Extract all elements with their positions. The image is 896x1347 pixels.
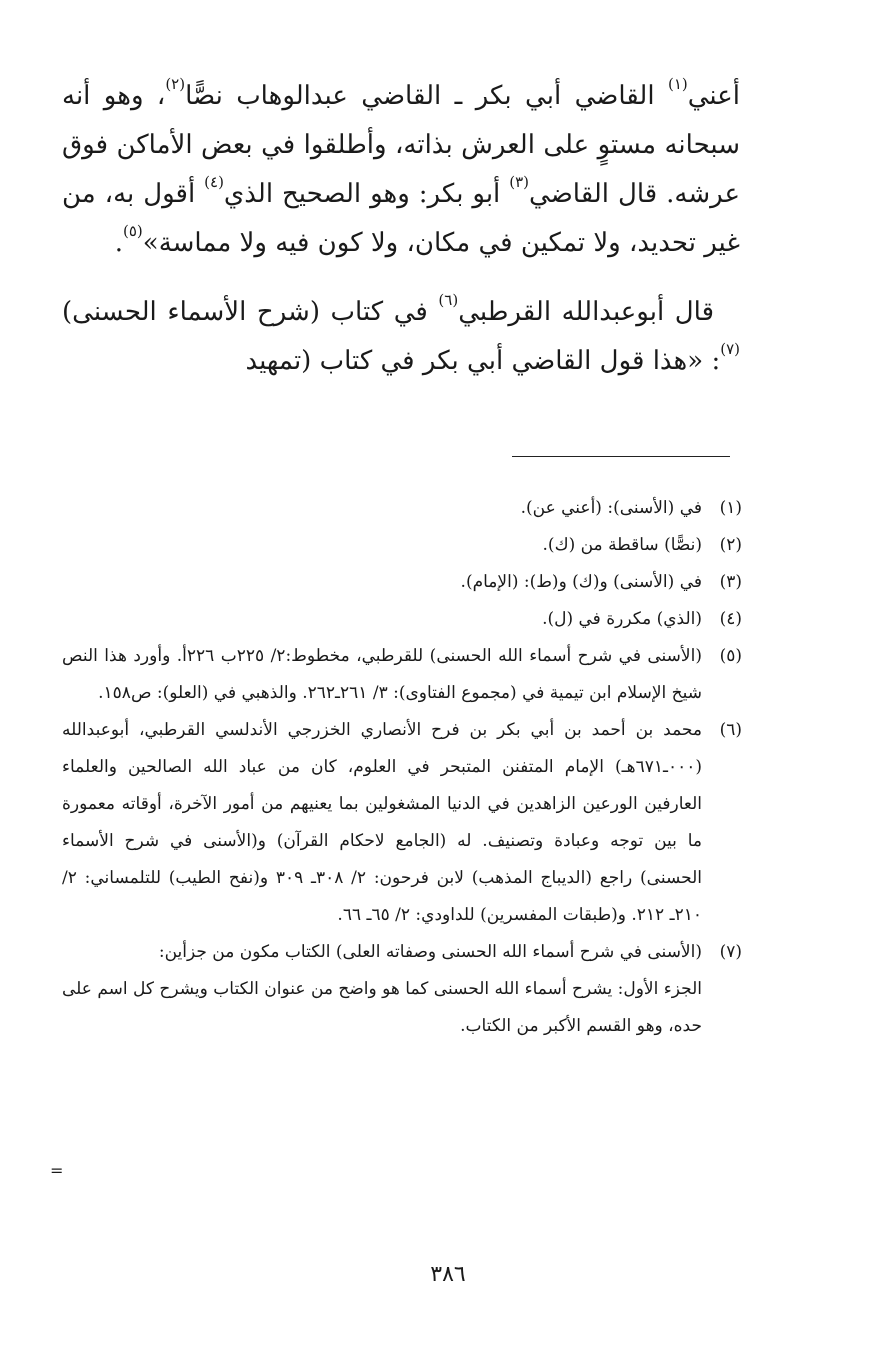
text-run: قال أبوعبدالله القرطبي [458,297,715,327]
footnote-number: (٢) [719,535,742,555]
footnote-number: (٥) [719,646,742,666]
footnote-number: (٤) [719,609,742,629]
footnote-text: محمد بن أحمد بن أبي بكر بن فرح الأنصاري الخزرجي الأندلسي القرطبي، أبوعبدالله (٠٠٠ـ٦٧١هـ) الإمام المتفنن المتبحر في العلوم، كان من عباد الله الصالحين والعلماء العارفين الورعين الزاهدين في الدنيا المشغولين بما يعنيهم من أمور الآخرة، أوقاته معمورة ما بين توجه وعبادة وتصنيف. له (الجامع لاحكام القرآن) و(الأسنى في شرح الأسماء الحسنى) راجع (الديباج المذهب) لابن فرحون: ٢/ ٣٠٨ـ ٣٠٩ و(نفح الطيب) للتلمساني: ٢/ ٢١٠ـ ٢١٢. و(طبقات المفسرين) للداودي: ٢/ ٦٥ـ ٦٦. [62,720,702,925]
footnote-ref[interactable]: (٤) [204,173,224,191]
footnote-text: (الذي) مكررة في (ل). [542,609,702,629]
main-text [62,72,740,386]
footnote-7 [62,934,742,971]
footnote-text: (الأسنى في شرح أسماء الله الحسنى وصفاته العلى) الكتاب مكون من جزأين: [158,942,702,962]
footnote-1 [62,490,742,527]
text-run: : «هذا قول القاضي أبي بكر في كتاب (تمهيد [245,346,721,376]
footnote-4 [62,601,742,638]
text-run: أعني [687,81,740,111]
paragraph-2 [62,288,740,386]
text-run: أبو بكر: وهو الصحيح الذي [223,179,510,209]
footnote-ref[interactable]: (١) [667,75,688,93]
text-run: القاضي أبي بكر ـ القاضي عبدالوهاب نصًّا [185,81,668,111]
margin-mark: = [50,1161,64,1180]
text-run: . [114,228,123,258]
footnote-number: (٦) [719,720,742,740]
footnotes [62,490,742,1045]
footnote-text: (نصًّا) ساقطة من (ك). [542,535,702,555]
footnote-number: (٣) [719,572,742,592]
footnote-5 [62,638,742,712]
footnote-7-continuation: الجزء الأول: يشرح أسماء الله الحسنى كما هو واضح من عنوان الكتاب ويشرح كل اسم على حده، وهو القسم الأكبر من الكتاب. [62,979,702,1036]
footnote-ref[interactable]: (٧) [720,340,740,358]
footnote-number: (٧) [719,942,742,962]
footnote-6 [62,712,742,934]
paragraph-1 [62,72,740,268]
footnote-ref[interactable]: (٦) [438,291,459,309]
footnote-ref[interactable]: (٣) [509,173,530,191]
footnote-3 [62,564,742,601]
footnote-text: في (الأسنى): (أعني عن). [520,498,702,518]
footnote-text: (الأسنى في شرح أسماء الله الحسنى) للقرطبي، مخطوط:٢/ ٢٢٥ب ٢٢٦أ. وأورد هذا النص شيخ الإسلام ابن تيمية في (مجموع الفتاوى): ٣/ ٢٦١ـ٢٦٢. والذهبي في (العلو): ص١٥٨. [62,646,702,703]
footnote-separator [512,456,730,457]
footnote-number: (١) [719,498,742,518]
footnote-2 [62,527,742,564]
footnote-ref[interactable]: (٥) [123,222,143,240]
text-run: أقول به، من غير تحديد، ولا تمكين في مكان، ولا كون فيه ولا مماسة» [62,179,740,258]
footnote-ref[interactable]: (٢) [165,75,186,93]
footnote-text: في (الأسنى) و(ك) و(ط): (الإمام). [460,572,702,592]
page-number: ٣٨٦ [430,1262,466,1287]
text-run: في كتاب (شرح الأسماء الحسنى) [62,297,439,327]
text-run: ، وهو أنه سبحانه مستوٍ على العرش بذاته، وأطلقوا في بعض الأماكن فوق عرشه. قال القاضي [62,81,740,209]
